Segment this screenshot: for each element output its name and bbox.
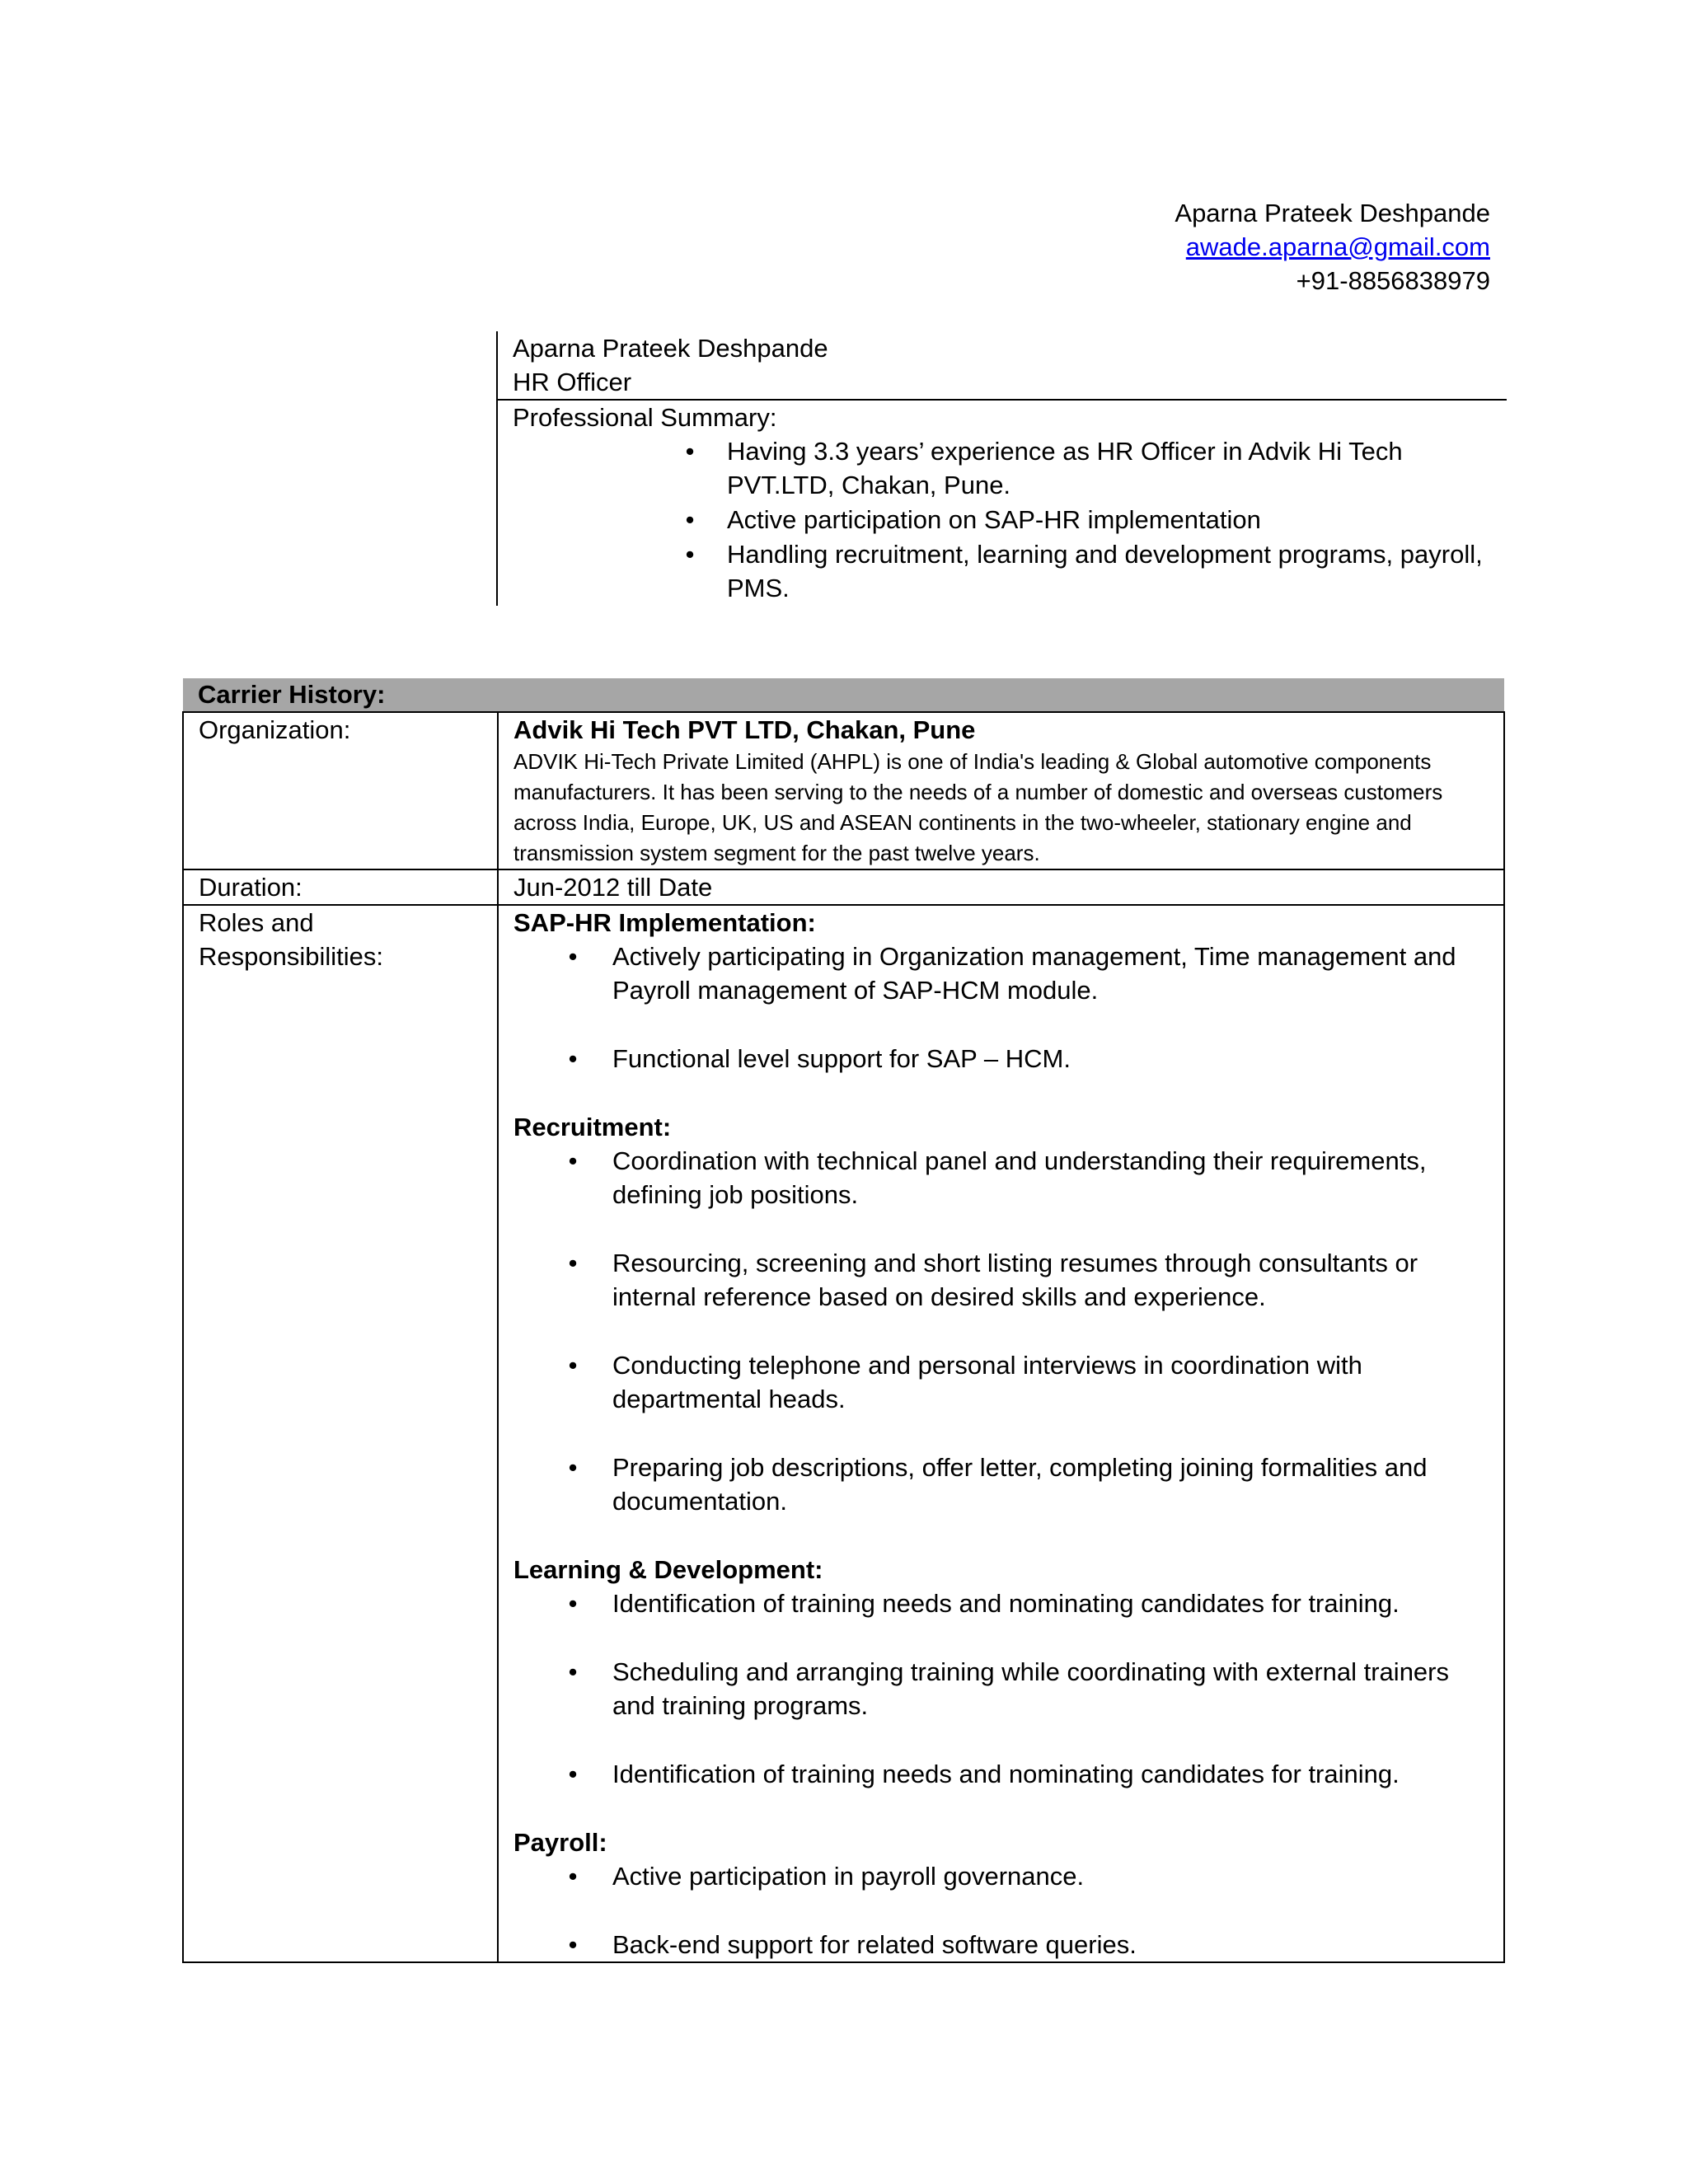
section-title-recruitment: Recruitment: bbox=[513, 1113, 672, 1141]
table-row bbox=[183, 712, 1504, 869]
bullet-icon: • bbox=[568, 1760, 578, 1788]
section-title-sap: SAP-HR Implementation: bbox=[513, 908, 816, 937]
organization-label: Organization: bbox=[183, 712, 498, 869]
list-item: • Identification of training needs and nominating candidates for training. bbox=[612, 1586, 1489, 1620]
list-item: • Active participation on SAP-HR implementation bbox=[727, 503, 1507, 537]
contact-name: Aparna Prateek Deshpande bbox=[1175, 199, 1490, 227]
duration-value: Jun-2012 till Date bbox=[498, 869, 1504, 905]
bullet-icon: • bbox=[685, 540, 695, 569]
list-item: • Back-end support for related software queries. bbox=[612, 1928, 1489, 1961]
bullet-icon: • bbox=[685, 437, 695, 466]
list-item: • Identification of training needs and nominating candidates for training. bbox=[612, 1757, 1489, 1791]
responsibility-list bbox=[513, 1586, 1489, 1791]
roles-cell bbox=[498, 905, 1504, 1962]
profile-title: HR Officer bbox=[513, 368, 632, 396]
organization-cell bbox=[498, 712, 1504, 869]
bullet-icon: • bbox=[568, 1589, 578, 1618]
contact-block bbox=[1175, 196, 1490, 298]
responsibility-list bbox=[513, 940, 1489, 1076]
profile-header bbox=[498, 331, 1507, 401]
bullet-icon: • bbox=[568, 1657, 578, 1686]
bullet-icon: • bbox=[568, 1146, 578, 1175]
table-row bbox=[183, 869, 1504, 905]
list-item: • Actively participating in Organization management, Time management and Payroll management of SAP-HCM module. bbox=[612, 940, 1489, 1007]
list-item: • Conducting telephone and personal interviews in coordination with departmental heads. bbox=[612, 1348, 1489, 1416]
bullet-icon: • bbox=[568, 942, 578, 971]
list-item: • Handling recruitment, learning and development programs, payroll, PMS. bbox=[727, 537, 1507, 605]
bullet-icon: • bbox=[568, 1044, 578, 1073]
career-history-table bbox=[182, 678, 1505, 1963]
table-header-row bbox=[183, 678, 1504, 712]
organization-name: Advik Hi Tech PVT LTD, Chakan, Pune bbox=[513, 715, 976, 744]
list-item: • Preparing job descriptions, offer letter, completing joining formalities and documentation. bbox=[612, 1451, 1489, 1518]
profile-block bbox=[496, 331, 1507, 606]
section-title-payroll: Payroll: bbox=[513, 1828, 607, 1857]
duration-label: Duration: bbox=[183, 869, 498, 905]
bullet-icon: • bbox=[568, 1351, 578, 1380]
bullet-icon: • bbox=[568, 1930, 578, 1959]
organization-description: ADVIK Hi-Tech Private Limited (AHPL) is one of India's leading & Global automotive components manufacturers. It has been serving to the needs of a number of domestic and overseas customers across India, Europe, UK, US and ASEAN continents in the two-wheeler, stationary engine and transmission system segment for the past twelve years. bbox=[513, 749, 1443, 865]
roles-label: Roles and Responsibilities: bbox=[183, 905, 498, 1962]
summary-list bbox=[513, 434, 1507, 605]
bullet-icon: • bbox=[685, 505, 695, 534]
list-item: • Resourcing, screening and short listing resumes through consultants or internal reference based on desired skills and experience. bbox=[612, 1246, 1489, 1314]
list-item: • Active participation in payroll governance. bbox=[612, 1859, 1489, 1893]
list-item: • Having 3.3 years’ experience as HR Officer in Advik Hi Tech PVT.LTD, Chakan, Pune. bbox=[727, 434, 1507, 502]
email-link[interactable]: awade.aparna@gmail.com bbox=[1185, 232, 1490, 261]
career-history-heading: Carrier History: bbox=[183, 678, 1504, 712]
list-item: • Functional level support for SAP – HCM. bbox=[612, 1042, 1489, 1076]
responsibility-list bbox=[513, 1859, 1489, 1961]
bullet-icon: • bbox=[568, 1862, 578, 1891]
responsibility-list bbox=[513, 1144, 1489, 1518]
bullet-icon: • bbox=[568, 1453, 578, 1482]
summary-heading: Professional Summary: bbox=[513, 403, 777, 432]
list-item: • Scheduling and arranging training while coordinating with external trainers and training programs. bbox=[612, 1655, 1489, 1722]
list-item: • Coordination with technical panel and understanding their requirements, defining job positions. bbox=[612, 1144, 1489, 1212]
profile-summary bbox=[498, 401, 1507, 605]
bullet-icon: • bbox=[568, 1249, 578, 1277]
contact-phone: +91-8856838979 bbox=[1296, 266, 1490, 295]
profile-name: Aparna Prateek Deshpande bbox=[513, 334, 828, 363]
table-row bbox=[183, 905, 1504, 1962]
section-title-learning: Learning & Development: bbox=[513, 1555, 823, 1584]
